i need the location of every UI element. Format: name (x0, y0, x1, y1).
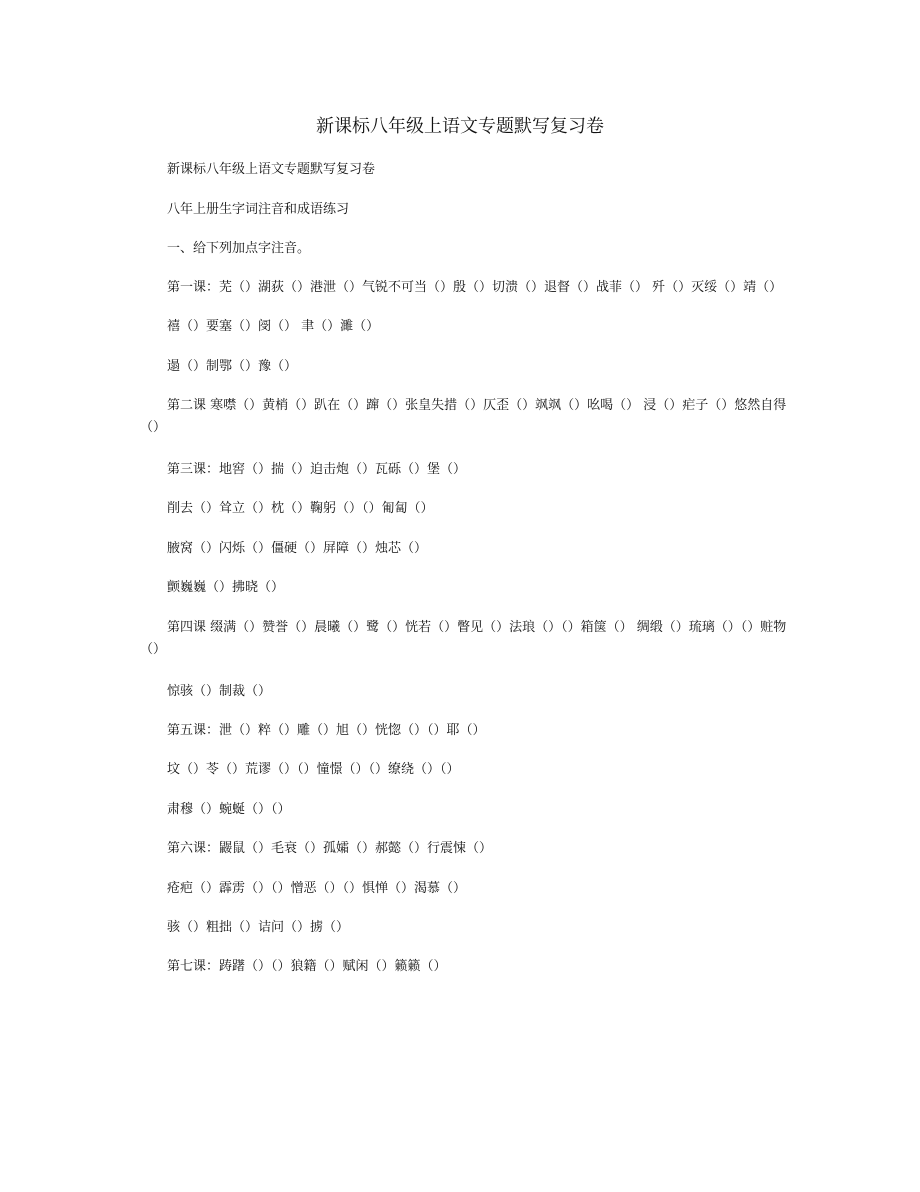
lesson-4-line-2: 惊骇（）制裁（） (167, 684, 272, 699)
lesson-1-line-1: 第一课：芜（）湖荻（）港泄（）气锐不可当（）殷（）切溃（）退督（）战菲（） 歼（）灭绥（）靖（） (167, 280, 783, 295)
lesson-3-line-3: 腋窝（）闪烁（）僵硬（）屏障（）烛芯（） (167, 541, 428, 556)
lesson-1-line-2: 禧（）要塞（）阌（） 聿（）濉（） (167, 319, 380, 334)
exercise-instruction: 一、给下列加点字注音。 (167, 241, 311, 256)
lesson-3-line-2: 削去（）耸立（）枕（）鞠躬（）（）匍匐（） (167, 501, 434, 516)
lesson-1-line-3: 遢（）制鄂（）豫（） (167, 359, 298, 374)
document-title: 新课标八年级上语文专题默写复习卷 (316, 116, 604, 137)
section-heading: 八年上册生字词注音和成语练习 (167, 202, 350, 217)
lesson-6-line-2: 疮疤（）霹雳（）（）憎恶（）（）惧惮（）渴慕（） (167, 881, 467, 896)
lesson-7-line-1: 第七课：踌躇（）（）狼籍（）赋闲（）籁籁（） (167, 959, 447, 974)
lesson-2-line: 第二课 寒噤（）黄梢（）趴在（）蹿（）张皇失措（）仄歪（）飒飒（）吆喝（） 浸（）疟子（）悠然自得（） (140, 398, 787, 435)
lesson-5-line-3: 肃穆（）蜿蜒（）（） (167, 802, 291, 817)
lesson-6-line-1: 第六课：鼹鼠（）毛衰（）孤孀（）郝懿（）行震悚（） (167, 841, 493, 856)
lesson-4-line: 第四课 缀满（）赞誉（）晨曦（）鹭（）恍若（）瞥见（）法琅（）（）箱箧（） 绸缎（）琉璃（）（）赃物（） (140, 620, 787, 657)
lesson-5-line-1: 第五课：泄（）粹（）雕（）旭（）恍惚（）（）耶（） (167, 723, 486, 738)
subtitle-line: 新课标八年级上语文专题默写复习卷 (167, 162, 376, 177)
lesson-5-line-2: 坟（）苓（）荒谬（）（）憧憬（）（）缭绕（）（） (167, 762, 460, 777)
lesson-6-line-3: 骇（）粗拙（）诘问（）掳（） (167, 920, 350, 935)
lesson-3-line-1: 第三课：地窖（）揣（）迫击炮（）瓦砾（）堡（） (167, 462, 467, 477)
lesson-3-line-4: 颤巍巍（）拂晓（） (167, 580, 285, 595)
